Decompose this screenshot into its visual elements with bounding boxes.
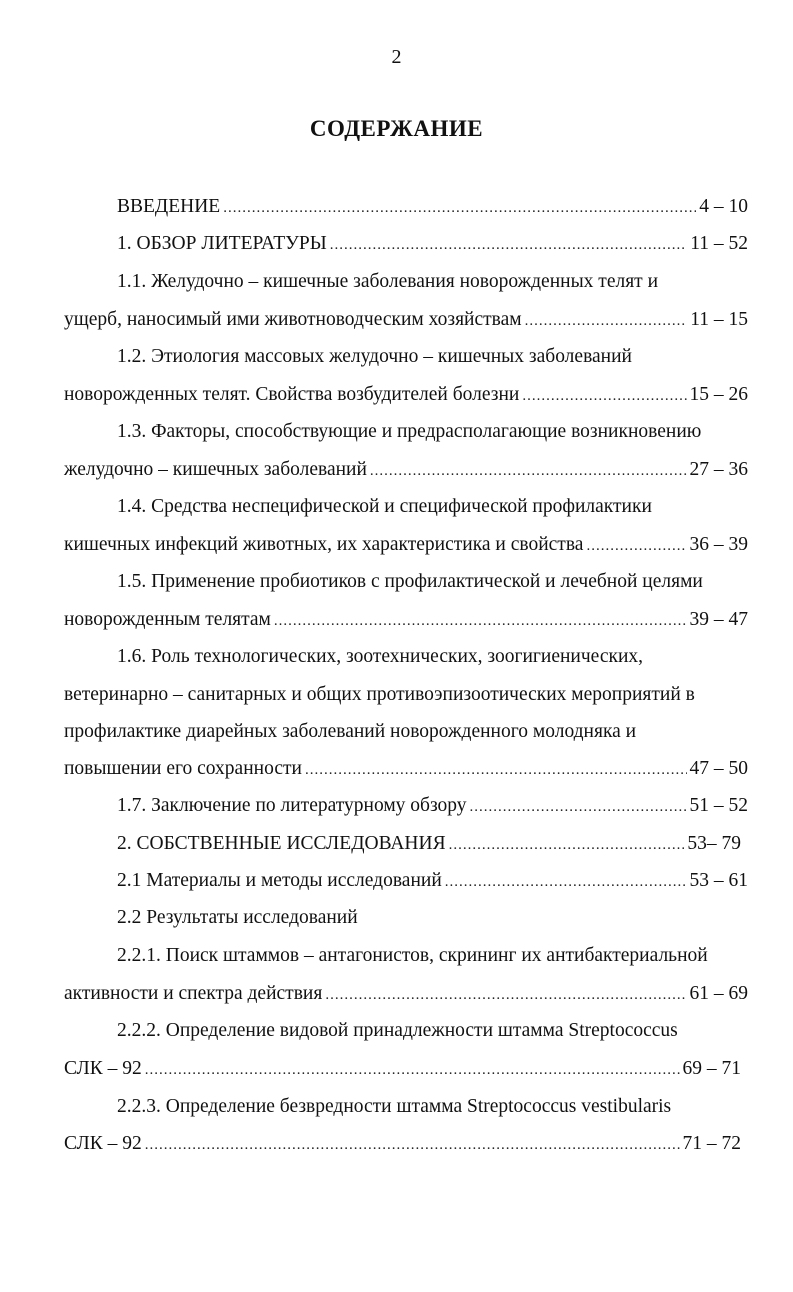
- toc-entry-middle-line: [64, 684, 748, 712]
- toc-entry-first-line: [117, 1096, 748, 1124]
- toc-entry-first-line: [117, 571, 748, 599]
- dot-leader: [274, 613, 687, 630]
- toc-entry-first-line: [117, 945, 748, 973]
- toc-entry: [117, 233, 748, 261]
- toc-entry-title-cont: СЛК – 92: [64, 1058, 142, 1079]
- toc-entry-pages: 27 – 36: [689, 459, 748, 480]
- page-title: СОДЕРЖАНИЕ: [309, 116, 484, 141]
- toc-entry-pages: 61 – 69: [689, 983, 748, 1004]
- toc-entry-last-line: [64, 459, 748, 487]
- toc-entry: [117, 196, 748, 224]
- toc-entry-first-line: [117, 646, 748, 674]
- toc-entry-title-cont: ветеринарно – санитарных и общих противоэпизоотических мероприятий в: [64, 684, 695, 705]
- toc-entry-pages: 69 – 71: [682, 1058, 741, 1079]
- toc-entry-last-line: [64, 384, 748, 412]
- dot-leader: [525, 313, 688, 330]
- toc-entry-last-line: [64, 609, 748, 637]
- toc-entry-title: 2.2.3. Определение безвредности штамма Streptococcus vestibularis: [117, 1096, 672, 1117]
- dot-leader: [145, 1062, 680, 1079]
- toc-entry-title-cont: кишечных инфекций животных, их характеристика и свойства: [64, 534, 584, 555]
- toc-entry-pages: 36 – 39: [689, 534, 748, 555]
- dot-leader: [445, 874, 687, 891]
- toc-entry-last-line: [64, 534, 748, 562]
- toc-entry-pages: 47 – 50: [689, 758, 748, 779]
- toc-entry-pages: 53 – 61: [689, 870, 748, 891]
- toc-entry-title-cont: ущерб, наносимый ими животноводческим хозяйствам: [64, 309, 522, 330]
- toc-entry-pages: 4 – 10: [699, 196, 748, 217]
- page-number: 2: [391, 46, 402, 68]
- toc-entry-last-line: [64, 1058, 741, 1086]
- toc-entry-title-cont: повышении его сохранности: [64, 758, 302, 779]
- toc-entry-title: 2. СОБСТВЕННЫЕ ИССЛЕДОВАНИЯ: [117, 833, 446, 854]
- toc-entry-last-line: [64, 758, 748, 786]
- toc-entry-first-line: [117, 496, 748, 524]
- toc-entry-title: 1.2. Этиология массовых желудочно – кишечных заболеваний: [117, 346, 632, 367]
- toc-entry-title-cont: СЛК – 92: [64, 1133, 142, 1154]
- dot-leader: [470, 799, 687, 816]
- toc-entry-title-cont: желудочно – кишечных заболеваний: [64, 459, 367, 480]
- dot-leader: [522, 388, 686, 405]
- toc-entry-first-line: [117, 421, 748, 449]
- toc-entry-pages: 71 – 72: [682, 1133, 741, 1154]
- toc-entry-last-line: [64, 983, 748, 1011]
- toc-entry-first-line: [117, 346, 748, 374]
- toc-entry-title: 1.7. Заключение по литературному обзору: [117, 795, 467, 816]
- toc-entry: [117, 907, 748, 935]
- dot-leader: [305, 762, 687, 779]
- toc-entry-title: 1.4. Средства неспецифической и специфической профилактики: [117, 496, 652, 517]
- toc-entry-first-line: [117, 1020, 748, 1048]
- toc-entry: [117, 795, 748, 823]
- toc-entry-title: 1.5. Применение пробиотиков с профилактической и лечебной целями: [117, 571, 703, 592]
- toc-entry-title: 1.1. Желудочно – кишечные заболевания новорожденных телят и: [117, 271, 659, 292]
- toc-entry: [117, 833, 741, 861]
- dot-leader: [449, 837, 685, 854]
- dot-leader: [223, 200, 696, 217]
- toc-entry-title: 2.1 Материалы и методы исследований: [117, 870, 442, 891]
- toc-entry-middle-line: [64, 721, 748, 749]
- toc-entry-title-cont: новорожденных телят. Свойства возбудителей болезни: [64, 384, 520, 405]
- toc-entry-pages: 11 – 52: [690, 233, 748, 254]
- toc-entry-title-cont: активности и спектра действия: [64, 983, 323, 1004]
- toc-entry-last-line: [64, 1133, 741, 1161]
- dot-leader: [145, 1137, 680, 1154]
- dot-leader: [370, 463, 687, 480]
- toc-entry: [117, 870, 748, 898]
- toc-entry-pages: 11 – 15: [690, 309, 748, 330]
- toc-entry-title: ВВЕДЕНИЕ: [117, 196, 221, 217]
- dot-leader: [586, 538, 686, 555]
- dot-leader: [325, 987, 686, 1004]
- toc-entry-pages: 51 – 52: [689, 795, 748, 816]
- toc-entry-title: 1. ОБЗОР ЛИТЕРАТУРЫ: [117, 233, 327, 254]
- toc-entry-last-line: [64, 309, 748, 337]
- toc-entry-title-cont: новорожденным телятам: [64, 609, 271, 630]
- toc-entry-title: 1.6. Роль технологических, зоотехнических, зоогигиенических,: [117, 646, 644, 667]
- toc-entry-pages: 15 – 26: [689, 384, 748, 405]
- toc-entry-pages: 39 – 47: [689, 609, 748, 630]
- toc-entry-title: 2.2 Результаты исследований: [117, 907, 358, 928]
- toc-entry-first-line: [117, 271, 748, 299]
- toc-entry-pages: 53– 79: [687, 833, 741, 854]
- toc-entry-title-cont: профилактике диарейных заболеваний новорожденного молодняка и: [64, 721, 637, 742]
- dot-leader: [330, 237, 687, 254]
- toc-entry-title: 1.3. Факторы, способствующие и предрасполагающие возникновению: [117, 421, 702, 442]
- toc-entry-title: 2.2.1. Поиск штаммов – антагонистов, скрининг их антибактериальной: [117, 945, 708, 966]
- toc-entry-title: 2.2.2. Определение видовой принадлежности штамма Streptococcus: [117, 1020, 678, 1041]
